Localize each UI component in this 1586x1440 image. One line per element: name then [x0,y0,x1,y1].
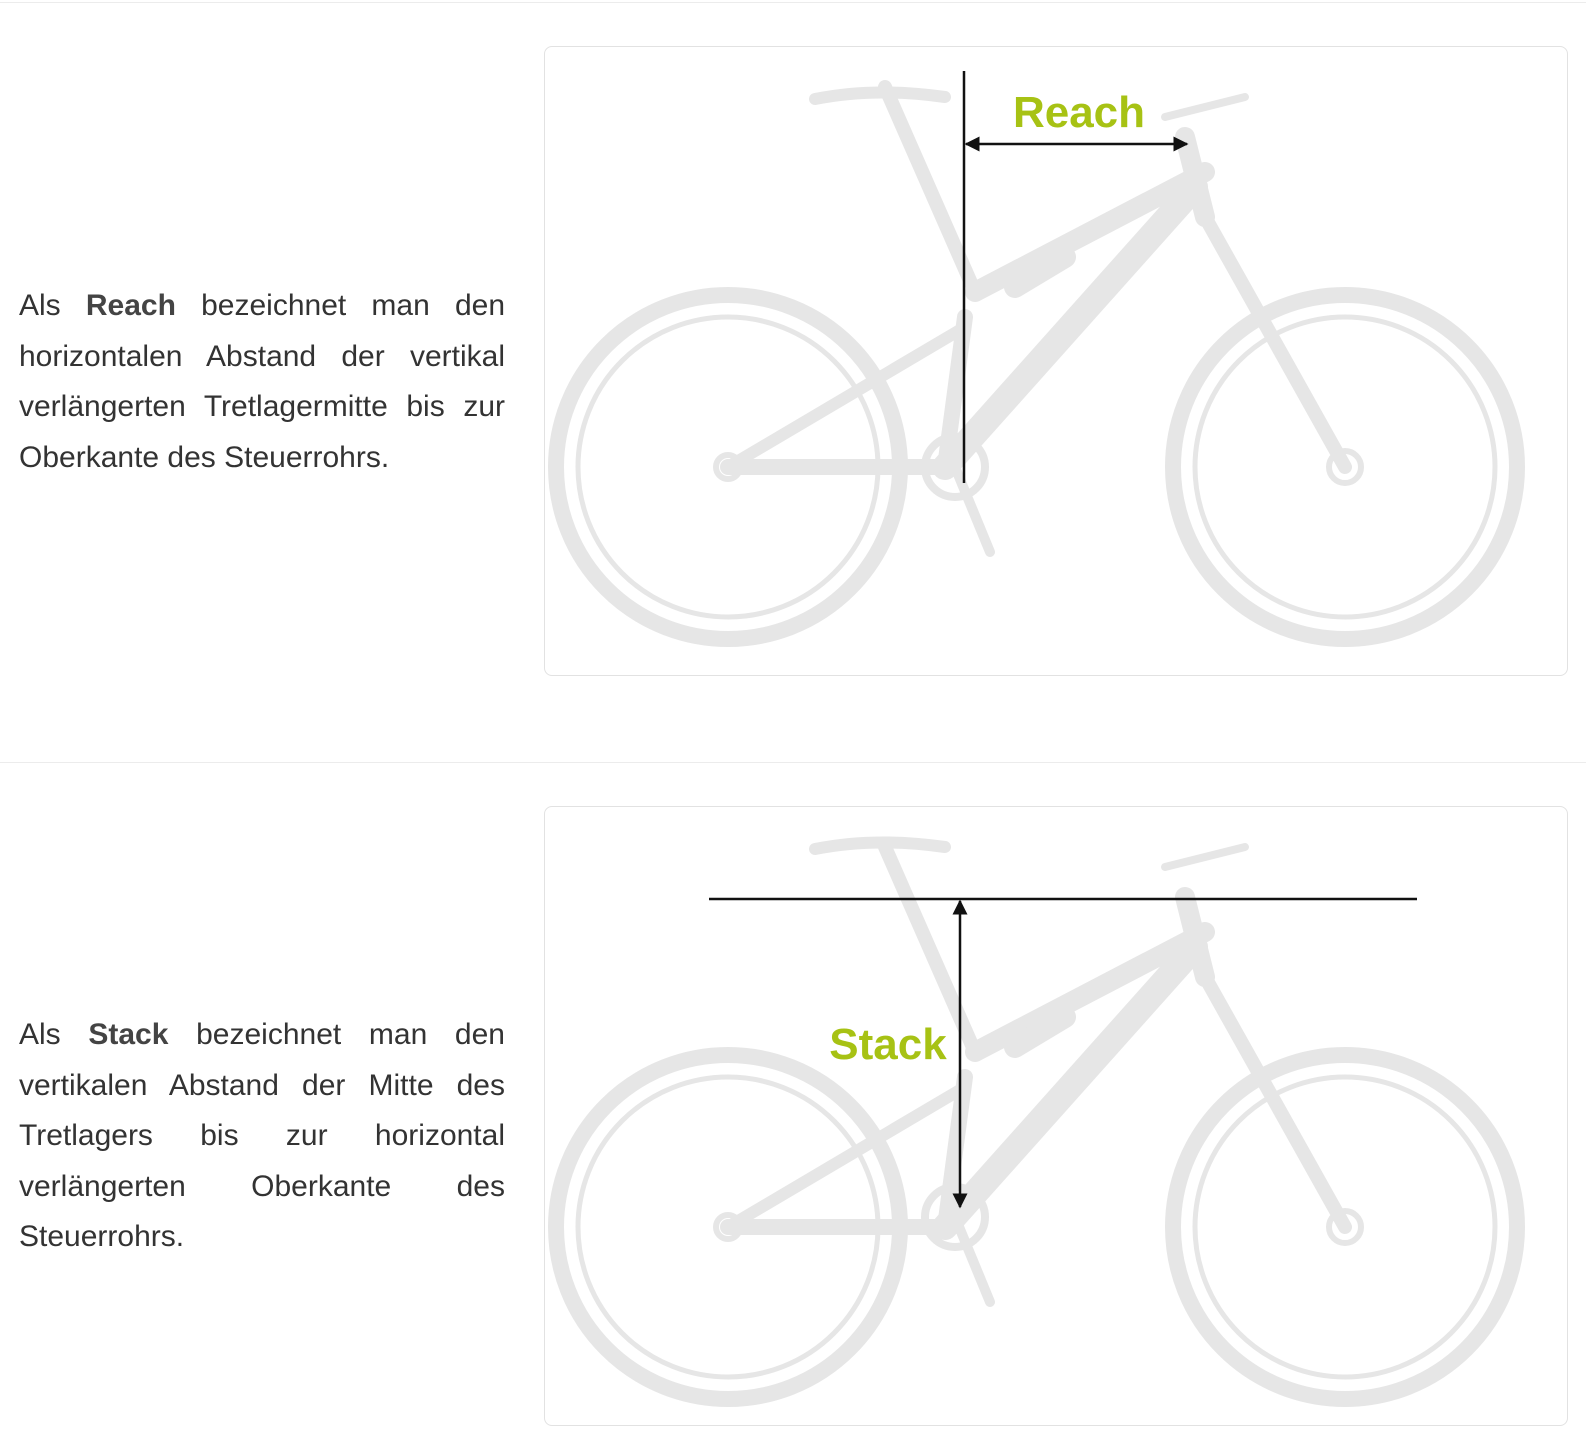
stack-figure [544,806,1568,1426]
reach-figure [544,46,1568,676]
bike-silhouette [556,87,1517,639]
stack-description-suffix: bezeichnet man den vertikalen Abstand der Mitte des Tretlagers bis zur horizontal verlängerten Oberkante des Steuerrohrs. [19,1018,505,1253]
stack-description-prefix: Als [19,1018,89,1051]
stack-term: Stack [88,1018,169,1051]
section-divider [0,762,1586,763]
stack-diagram-label: Stack [829,1020,947,1069]
reach-diagram-label: Reach [1012,88,1146,137]
bike-silhouette [556,842,1517,1399]
reach-description-suffix: bezeichnet man den horizontalen Abstand der vertikal verlängerten Tretlagermitte bis zur Oberkante des Steuerrohrs. [19,289,506,474]
stack-diagram [545,807,1568,1426]
reach-diagram [545,47,1568,676]
reach-description-prefix: Als [19,289,86,322]
reach-term: Reach [85,289,176,322]
top-divider [0,2,1586,3]
reach-description [19,281,505,483]
stack-description [19,1010,505,1263]
